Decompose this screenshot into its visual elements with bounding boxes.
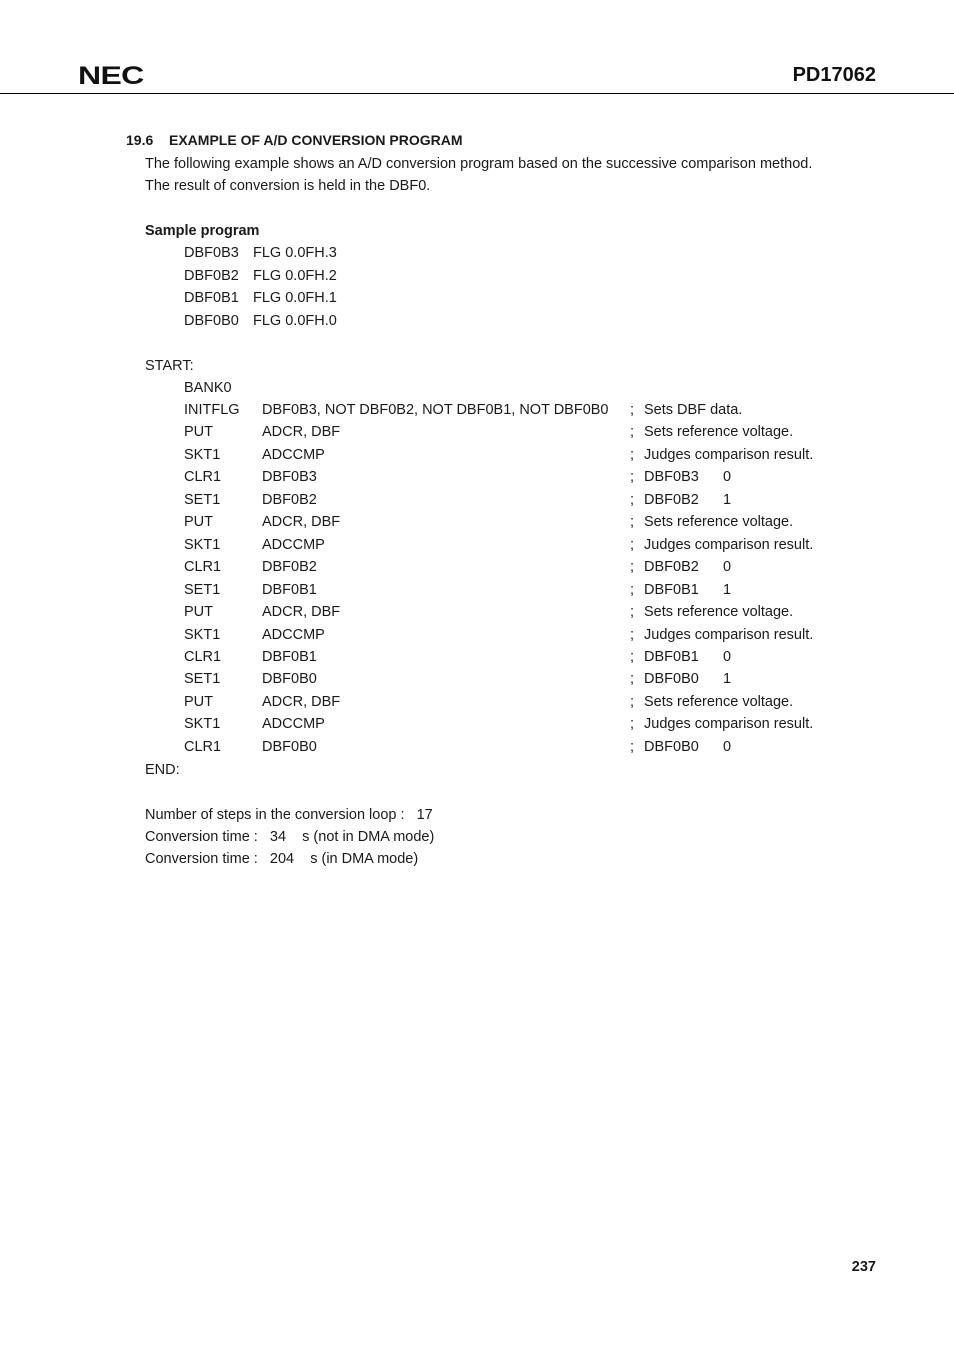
code-mnemonic: CLR1 — [184, 649, 222, 665]
code-line — [0, 447, 954, 469]
code-comment: Sets reference voltage. — [644, 424, 794, 441]
start-label: START: — [145, 358, 194, 374]
code-comment: Judges comparison result. — [644, 446, 814, 463]
intro-line-2: The result of conversion is held in the DBF0. — [145, 178, 431, 194]
code-comment: Judges comparison result. — [644, 536, 814, 553]
code-bit-value: 0 — [723, 469, 732, 486]
code-line — [0, 469, 954, 491]
code-line — [0, 559, 954, 581]
code-operand: DBF0B0 — [262, 738, 317, 755]
code-operand: DBF0B0 — [262, 671, 317, 688]
code-semicolon: ; — [630, 402, 635, 418]
intro-line-1: The following example shows an A/D conversion program based on the successive comparison method. — [145, 156, 813, 172]
code-comment: Sets DBF data. — [644, 402, 743, 418]
code-mnemonic: CLR1 — [184, 738, 222, 755]
code-bit-value: 0 — [723, 649, 732, 665]
code-comment: DBF0B2 — [644, 491, 699, 508]
code-line — [0, 649, 954, 671]
stat-time-not-dma: Conversion time : 34 s (not in DMA mode) — [145, 829, 435, 845]
code-mnemonic: SET1 — [184, 671, 221, 688]
document-id: PD17062 — [792, 64, 876, 86]
code-semicolon: ; — [630, 536, 635, 553]
code-line — [0, 402, 954, 424]
code-comment: DBF0B0 — [644, 738, 699, 755]
code-operand: DBF0B2 — [262, 559, 317, 576]
header-rule — [0, 93, 954, 94]
code-line — [0, 716, 954, 738]
code-mnemonic: PUT — [184, 424, 213, 441]
code-line — [0, 424, 954, 446]
code-operand: DBF0B1 — [262, 649, 317, 665]
definition-value: FLG 0.0FH.1 — [253, 290, 337, 306]
code-line — [0, 604, 954, 626]
nec-logo: NEC — [78, 62, 144, 90]
code-semicolon: ; — [630, 424, 635, 441]
code-semicolon: ; — [630, 514, 635, 531]
definition-value: FLG 0.0FH.2 — [253, 268, 337, 284]
definition-line — [0, 313, 954, 335]
code-semicolon: ; — [630, 716, 635, 733]
code-semicolon: ; — [630, 581, 635, 598]
code-semicolon: ; — [630, 559, 635, 576]
code-mnemonic: INITFLG — [184, 402, 240, 418]
code-line — [0, 739, 954, 761]
code-comment: Judges comparison result. — [644, 716, 814, 733]
code-line — [0, 514, 954, 536]
code-line — [0, 492, 954, 514]
code-semicolon: ; — [630, 738, 635, 755]
code-comment: Sets reference voltage. — [644, 604, 794, 620]
code-semicolon: ; — [630, 469, 635, 486]
code-operand: ADCCMP — [262, 626, 325, 643]
definition-line — [0, 245, 954, 267]
code-mnemonic: PUT — [184, 514, 213, 531]
code-comment: Judges comparison result. — [644, 626, 814, 643]
code-operand: DBF0B3, NOT DBF0B2, NOT DBF0B1, NOT DBF0B0 — [262, 402, 609, 418]
definition-name: DBF0B0 — [184, 313, 239, 329]
code-mnemonic: CLR1 — [184, 559, 222, 576]
code-mnemonic: PUT — [184, 604, 213, 620]
code-line — [0, 671, 954, 693]
definition-name: DBF0B1 — [184, 290, 239, 306]
code-operand: ADCCMP — [262, 446, 325, 463]
code-comment: DBF0B0 — [644, 671, 699, 688]
code-comment: DBF0B3 — [644, 469, 699, 486]
code-semicolon: ; — [630, 491, 635, 508]
code-line — [0, 582, 954, 604]
section-title: EXAMPLE OF A/D CONVERSION PROGRAM — [169, 132, 463, 148]
code-operand: ADCR, DBF — [262, 424, 341, 441]
code-bit-value: 0 — [723, 738, 732, 755]
code-semicolon: ; — [630, 649, 635, 665]
code-semicolon: ; — [630, 446, 635, 463]
code-line — [0, 694, 954, 716]
code-mnemonic: SET1 — [184, 581, 221, 598]
code-line — [0, 627, 954, 649]
definition-name: DBF0B3 — [184, 245, 239, 261]
code-comment: Sets reference voltage. — [644, 514, 794, 531]
code-bit-value: 1 — [723, 671, 732, 688]
code-mnemonic: SKT1 — [184, 446, 221, 463]
sample-program-heading: Sample program — [145, 223, 260, 239]
definition-name: DBF0B2 — [184, 268, 239, 284]
code-mnemonic: PUT — [184, 693, 213, 710]
code-mnemonic: SKT1 — [184, 536, 221, 553]
code-semicolon: ; — [630, 693, 635, 710]
code-semicolon: ; — [630, 671, 635, 688]
code-mnemonic: SKT1 — [184, 626, 221, 643]
code-operand: DBF0B3 — [262, 469, 317, 486]
definition-value: FLG 0.0FH.3 — [253, 245, 337, 261]
bank-line: BANK0 — [184, 380, 232, 396]
section-number: 19.6 — [126, 132, 154, 148]
code-bit-value: 1 — [723, 581, 732, 598]
definition-line — [0, 268, 954, 290]
stat-steps: Number of steps in the conversion loop : 17 — [145, 807, 433, 823]
stat-time-dma: Conversion time : 204 s (in DMA mode) — [145, 851, 419, 867]
definition-line — [0, 290, 954, 312]
page-number: 237 — [851, 1259, 876, 1275]
code-mnemonic: SET1 — [184, 491, 221, 508]
code-operand: ADCR, DBF — [262, 514, 341, 531]
code-mnemonic: CLR1 — [184, 469, 222, 486]
code-bit-value: 1 — [723, 491, 732, 508]
code-comment: DBF0B1 — [644, 649, 699, 665]
code-semicolon: ; — [630, 626, 635, 643]
code-operand: DBF0B1 — [262, 581, 317, 598]
code-operand: DBF0B2 — [262, 491, 317, 508]
code-operand: ADCR, DBF — [262, 604, 341, 620]
end-label: END: — [145, 762, 180, 778]
code-bit-value: 0 — [723, 559, 732, 576]
code-mnemonic: SKT1 — [184, 716, 221, 733]
code-comment: DBF0B1 — [644, 581, 699, 598]
definition-value: FLG 0.0FH.0 — [253, 313, 337, 329]
code-line — [0, 537, 954, 559]
code-operand: ADCCMP — [262, 716, 325, 733]
code-semicolon: ; — [630, 604, 635, 620]
code-comment: Sets reference voltage. — [644, 693, 794, 710]
code-operand: ADCCMP — [262, 536, 325, 553]
code-comment: DBF0B2 — [644, 559, 699, 576]
code-operand: ADCR, DBF — [262, 693, 341, 710]
